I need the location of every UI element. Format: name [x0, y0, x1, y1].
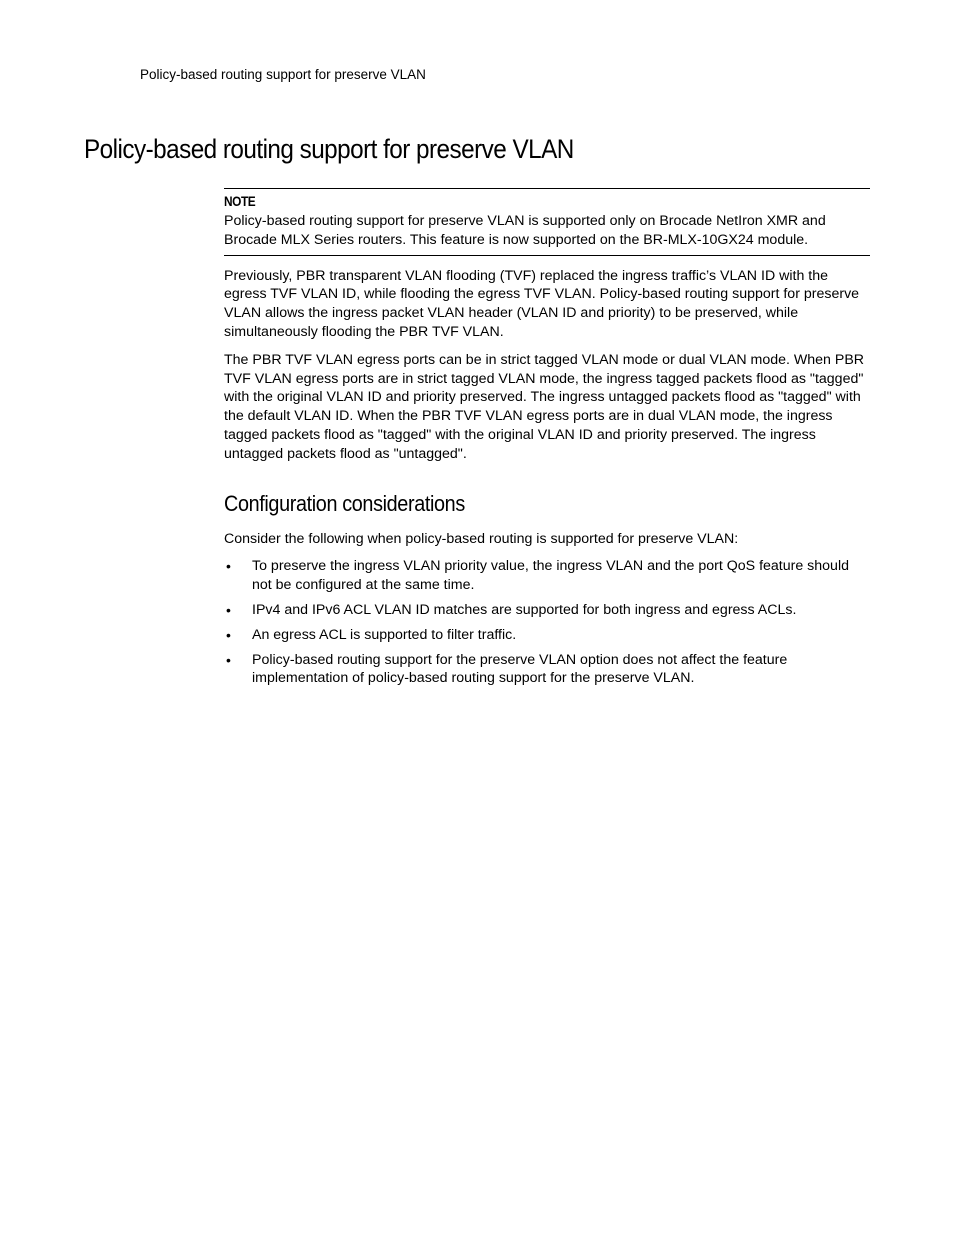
list-item: [224, 557, 870, 595]
bullet-icon: •: [226, 651, 231, 668]
note-box: [224, 188, 870, 256]
bullet-icon: •: [226, 601, 231, 618]
considerations-list: [224, 557, 870, 688]
section-heading: Configuration considerations: [224, 490, 465, 516]
section-intro: Consider the following when policy-based routing is supported for preserve VLAN:: [224, 530, 739, 547]
main-content: [224, 188, 870, 694]
bullet-icon: •: [226, 558, 231, 575]
bullet-icon: •: [226, 626, 231, 643]
body-paragraph-egress-ports: The PBR TVF VLAN egress ports can be in strict tagged VLAN mode or dual VLAN mode. When PBR TVF VLAN egress ports are in strict tagged VLAN mode, the ingress tagged packets flood as "tagged" with the original VLAN ID and priority preserved. The ingress untagged packets flood as "tagged" with the default VLAN ID. When the PBR TVF VLAN egress ports are in dual VLAN mode, the ingress tagged packets flood as "tagged" with the original VLAN ID and priority preserved. The ingress untagged packets flood as "untagged".: [224, 351, 865, 462]
page-title: Policy-based routing support for preserve VLAN: [84, 134, 574, 164]
list-item-text: IPv4 and IPv6 ACL VLAN ID matches are supported for both ingress and egress ACLs.: [252, 601, 797, 618]
running-header: Policy-based routing support for preserve VLAN: [140, 67, 426, 82]
list-item-text: An egress ACL is supported to filter traffic.: [252, 626, 517, 643]
list-item-text: To preserve the ingress VLAN priority value, the ingress VLAN and the port QoS feature should not be configured at the same time.: [252, 558, 849, 594]
body-paragraph-previously: Previously, PBR transparent VLAN flooding (TVF) replaced the ingress traffic’s VLAN ID with the egress TVF VLAN ID, while flooding the egress TVF VLAN. Policy-based routing support for preserve VLAN allows the ingress packet VLAN header (VLAN ID and priority) to be preserved, while simultaneously flooding the PBR TVF VLAN.: [224, 267, 860, 340]
list-item: [224, 601, 870, 620]
list-item: [224, 651, 870, 689]
list-item-text: Policy-based routing support for the preserve VLAN option does not affect the feature implementation of policy-based routing support for the preserve VLAN.: [252, 651, 788, 687]
note-text: Policy-based routing support for preserve VLAN is supported only on Brocade NetIron XMR and Brocade MLX Series routers. This feature is now supported on the BR-MLX-10GX24 module.: [224, 213, 826, 248]
note-label: NOTE: [224, 194, 256, 209]
list-item: [224, 626, 870, 645]
